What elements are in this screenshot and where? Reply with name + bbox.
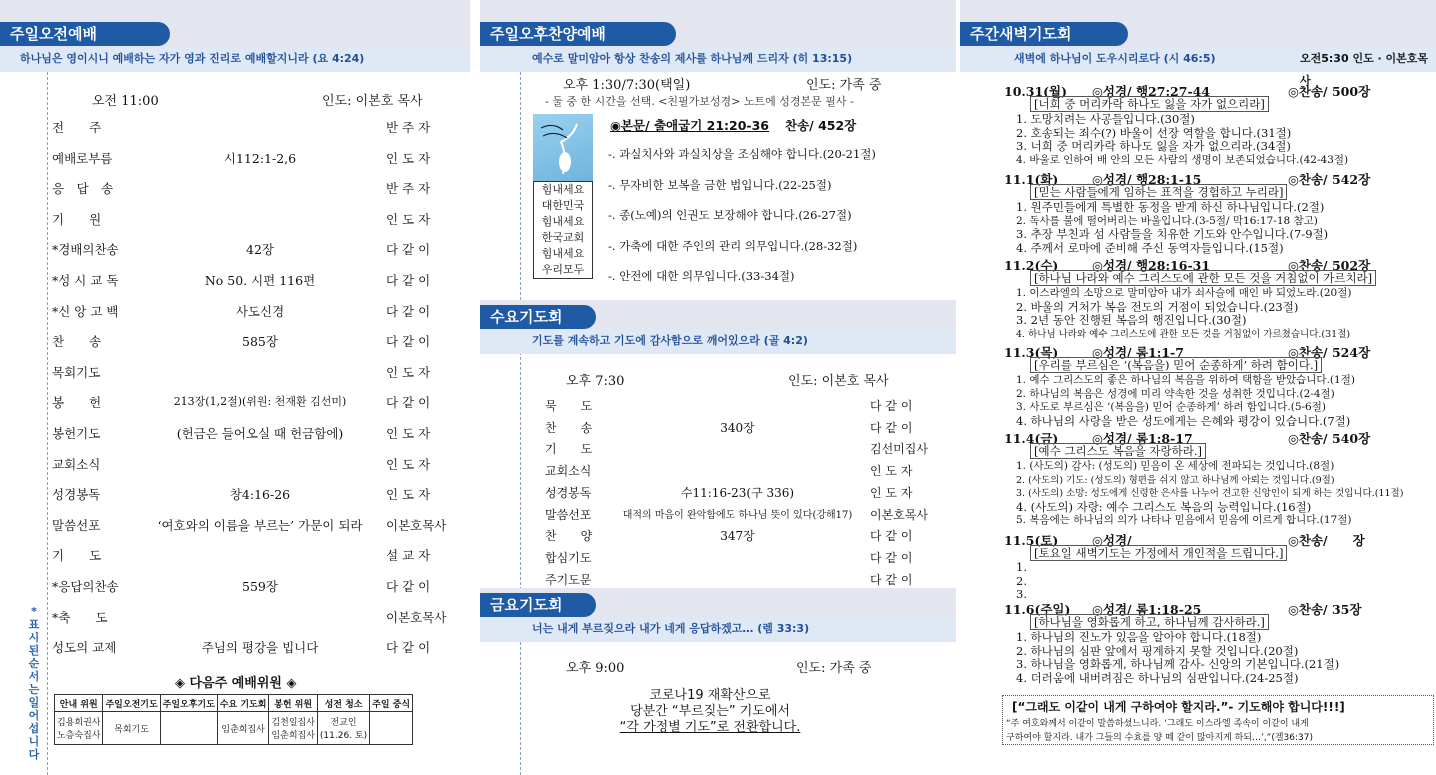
dawn-theme: [토요일 새벽기도는 가정에서 개인적을 드립니다.] (1030, 545, 1287, 561)
wed-item: 성경봉독 (545, 485, 592, 500)
dawn-line: 4. 하나님 나라와 예수 그리스도에 관한 모든 것을 거침없이 가르쳤습니다.(31절) (1016, 328, 1351, 340)
poster-line: 한국교회 (541, 231, 585, 244)
am-who: 다 같 이 (386, 395, 431, 411)
friday-header (480, 588, 956, 618)
pm-point: -. 안전에 대한 의무입니다.(33-34절) (608, 269, 795, 283)
wed-content: 340장 (720, 420, 755, 435)
dawn-line: 1. 이스라엘의 소망으로 말미암아 내가 쇠사슬에 매인 바 되었노라.(20절) (1016, 287, 1352, 299)
am-item: 교회소식 (52, 456, 101, 472)
poster-line: 힘내세요 (541, 247, 585, 260)
am-item: 기 도 (52, 548, 102, 564)
dawn-day: 11.3(목) (1004, 345, 1059, 360)
sunday-am-time: 오전 11:00 (92, 94, 159, 109)
friday-verse: 너는 내게 부르짖으라 내가 네게 응답하겠고… (렘 33:3) (480, 618, 956, 642)
am-item: 성경봉독 (52, 487, 101, 503)
sunday-pm-header (480, 0, 956, 48)
dawn-line: 5. 복음에는 하나님의 의가 나타나 믿음에서 믿음에 이르게 합니다.(17절) (1016, 514, 1352, 527)
wed-item: 말씀선포 (545, 507, 592, 522)
am-item: 응 답 송 (52, 181, 114, 197)
sunday-am-tab: 주일오전예배 (0, 22, 170, 46)
wed-who: 김선미집사 (870, 442, 928, 457)
dawn-line: 4. 더러움에 내버려짐은 하나님의 심판입니다.(24-25절) (1016, 670, 1299, 685)
dawn-day: 11.1(화) (1004, 172, 1059, 187)
vol-cell (370, 712, 413, 745)
dawn-line: 1. 하나님의 진노가 있음을 알아야 합니다.(18절) (1016, 630, 1262, 644)
am-item: 예배로부름 (52, 150, 113, 166)
vol-cell: 임춘희집사 (217, 712, 269, 745)
dawn-day: 11.2(수) (1004, 258, 1059, 273)
am-who: 인 도 자 (386, 364, 431, 380)
dawn-theme: [우리를 부르심은 ‘(복음을) 믿어 순종하게’ 하려 함이다.] (1030, 357, 1322, 373)
am-content: 559장 (242, 579, 278, 594)
sunday-am-leader: 인도: 이본호 목사 (322, 94, 423, 109)
pm-point: -. 가축에 대한 주인의 관리 의무입니다.(28-32절) (608, 238, 858, 253)
poster-caption (533, 181, 593, 279)
poster-line: 힘내세요 (541, 183, 585, 196)
dawn-line: 1. 예수 그리스도의 좋은 하나님의 복음을 위하여 택함을 받았습니다.(1절) (1016, 374, 1355, 386)
dawn-line: 3. 추장 부친과 섬 사람들을 치유한 기도와 안수입니다.(7-9절) (1016, 227, 1329, 242)
wed-item: 찬 양 (545, 529, 593, 544)
dawn-tab: 주간새벽기도회 (960, 22, 1128, 46)
am-who: 인 도 자 (386, 150, 431, 166)
prayer-box-title: [“그래도 이같이 내게 구하여야 할지라.”- 기도해야 합니다!!!] (1012, 700, 1345, 714)
am-item: 전 주 (52, 120, 102, 135)
wednesday-tab: 수요기도회 (480, 305, 596, 329)
wed-who: 다 같 이 (870, 529, 913, 544)
dawn-line: 3. (사도의) 소망: 성도에게 신령한 은사를 나누어 견고한 신앙인이 되게 하는 것입니다.(11절) (1016, 488, 1404, 500)
dawn-line: 2. (1016, 573, 1027, 588)
wed-who: 이본호목사 (870, 507, 928, 522)
poster-line: 힘내세요 (541, 215, 585, 228)
friday-leader: 인도: 가족 중 (796, 661, 872, 676)
dawn-passage: ◎성경/ 롬1:8-17 (1092, 431, 1193, 446)
dawn-line: 3. 사도로 부르심은 ‘(복음을) 믿어 순종하게’ 하려 함입니다.(5-6절) (1016, 401, 1326, 414)
dawn-line: 4. 바울로 인하여 배 안의 모든 사람의 생명이 보존되었습니다.(42-43절) (1016, 153, 1349, 166)
next-week-title: ◈ 다음주 예배위원 ◈ (175, 676, 297, 691)
dawn-day: 11.6(주일) (1004, 602, 1071, 617)
friday-time: 오후 9:00 (566, 661, 625, 676)
am-who: 반 주 자 (386, 181, 431, 197)
dawn-hymn: ◎찬송/ 35장 (1288, 602, 1362, 617)
dawn-header (960, 0, 1436, 48)
vol-header: 성전 청소 (317, 695, 369, 712)
dawn-theme: [너희 중 머리카락 하나도 잃을 자가 없으리라] (1030, 96, 1269, 112)
am-item: 말씀선포 (52, 517, 101, 533)
am-content: 시112:1-2,6 (223, 150, 297, 166)
am-content: ‘여호와의 이름을 부르는’ 가문이 되라 (157, 517, 363, 533)
friday-tab: 금요기도회 (480, 593, 596, 617)
wed-item: 기 도 (545, 442, 593, 457)
dawn-passage: ◎성경/ 롬1:18-25 (1092, 602, 1202, 617)
friday-msg-1: 코로나19 재확산으로 (649, 688, 771, 703)
pm-hymn: 찬송/ 452장 (785, 118, 857, 133)
am-item: *경배의찬송 (52, 242, 119, 258)
dawn-day: 11.4(금) (1004, 431, 1059, 446)
poster-line: 대한민국 (541, 199, 585, 212)
dawn-passage: ◎성경/ (1092, 533, 1132, 548)
vol-cell: 김용희권사 노층숙집사 (55, 712, 103, 745)
friday-msg-3: “각 가정별 기도”로 전환합니다. (619, 720, 801, 735)
dawn-theme: [하나님을 영화롭게 하고, 하나님께 감사하라.] (1030, 614, 1269, 630)
am-who: 인 도 자 (386, 456, 431, 472)
am-content: (헌금은 들어오실 때 헌금함에) (176, 426, 344, 441)
am-item: 찬 송 (52, 334, 102, 350)
vol-header: 주일 중식 (370, 695, 413, 712)
poster-image (533, 114, 593, 181)
vol-header: 주일오후기도 (160, 695, 217, 712)
am-content: 213장(1,2절)(위원: 천재환 김선미) (173, 395, 347, 409)
wed-item: 묵 도 (545, 399, 593, 413)
am-item: *신 앙 고 백 (52, 303, 119, 319)
wed-content: 대적의 마음이 완악함에도 하나님 뜻이 있다(강해17) (622, 509, 853, 521)
dawn-line: 1. (1016, 560, 1027, 574)
stand-note: *표시된 순서는 일어섭니다 (28, 605, 40, 761)
am-who: 다 같 이 (386, 640, 431, 656)
am-who: 다 같 이 (386, 242, 431, 258)
pm-point: -. 과실치사와 과실치상을 조심해야 합니다.(20-21절) (608, 147, 876, 161)
am-who: 인 도 자 (386, 211, 431, 227)
am-content: 42장 (246, 242, 274, 258)
wed-item: 주기도문 (545, 572, 592, 587)
am-content: 사도신경 (235, 303, 285, 319)
dawn-time: 오전5:30 인도 · 이본호목사 (1300, 52, 1429, 87)
dawn-line: 2. 하나님의 심판 앞에서 핑계하지 못할 것입니다.(20절) (1016, 643, 1299, 658)
dawn-line: 4. 주께서 로마에 준비해 주신 동역자들입니다.(15절) (1016, 240, 1284, 255)
wed-item: 합심기도 (545, 550, 592, 565)
dawn-hymn: ◎찬송/ 장 (1288, 533, 1365, 548)
dawn-verse: 새벽에 하나님이 도우시리로다 (시 46:5) (1014, 52, 1216, 65)
wed-who: 다 같 이 (870, 399, 913, 413)
am-item: 목회기도 (52, 364, 101, 380)
am-item: 봉 헌 (52, 395, 102, 411)
wednesday-header (480, 300, 956, 330)
wed-who: 다 같 이 (870, 420, 913, 435)
am-who: 인 도 자 (386, 487, 431, 503)
wed-who: 인 도 자 (870, 464, 913, 479)
vol-cell: 김천일집사 임춘희집사 (269, 712, 317, 745)
dawn-line: 1. 원주민들에게 특별한 동정을 받게 하신 하나님입니다.(2절) (1016, 200, 1325, 214)
am-who: 반 주 자 (386, 120, 431, 135)
wednesday-leader: 인도: 이본호 목사 (788, 374, 889, 389)
vol-header: 안내 위원 (55, 695, 103, 712)
dawn-verse-bar (960, 48, 1436, 87)
dawn-line: 3. (1016, 587, 1027, 602)
am-item: *응답의찬송 (52, 579, 119, 594)
wed-content: 수11:16-23(구 336) (680, 485, 795, 500)
dawn-day: 11.5(토) (1004, 533, 1059, 548)
volunteer-table (54, 694, 413, 745)
sunday-pm-note: - 둘 중 한 시간을 선택. <친필가보성경> 노트에 성경본문 필사 - (545, 95, 854, 108)
vol-cell: 전교인 (11.26. 토) (317, 712, 369, 745)
sunday-pm-time: 오후 1:30/7:30(택일) (563, 78, 691, 93)
dawn-theme: [믿는 사람들에게 임하는 표적을 경험하고 누리라] (1030, 184, 1287, 200)
poster-line: 우리모두 (541, 263, 585, 276)
friday-section (480, 588, 956, 642)
dawn-theme: [하나님 나라와 예수 그리스도에 관한 모든 것을 거침없이 가르치라] (1030, 270, 1376, 286)
dawn-passage: ◎성경/ 롬1:1-7 (1092, 345, 1184, 360)
dawn-hymn: ◎찬송/ 524장 (1288, 345, 1371, 360)
dawn-line: 1. 도망치려는 사공들입니다.(30절) (1016, 112, 1195, 126)
dawn-line: 2. (사도의) 기도: (성도의) 형편을 쉬지 않고 하나님께 아뢰는 것입니다.(9절) (1016, 474, 1335, 486)
wednesday-section (480, 300, 956, 354)
divider-line (47, 72, 48, 775)
am-content: 주님의 평강을 빕니다 (201, 640, 319, 656)
am-who: 다 같 이 (386, 273, 431, 288)
dawn-hymn: ◎찬송/ 500장 (1288, 84, 1371, 99)
vol-header: 봉헌 위원 (269, 695, 317, 712)
dawn-line: 3. 너희 중 머리카락 하나도 잃을 자가 없으리라.(34절) (1016, 139, 1291, 154)
wednesday-time: 오후 7:30 (566, 374, 625, 389)
pm-passage-text: ◉본문/ 출애굽기 21:20-36 (610, 118, 769, 133)
sunday-pm-tab: 주일오후찬양예배 (480, 22, 676, 46)
dawn-line: 2. 바울의 거처가 복음 전도의 거점이 되었습니다.(23절) (1016, 299, 1299, 314)
sunday-am-verse: 하나님은 영이시니 예배하는 자가 영과 진리로 예배할지니라 (요 4:24) (0, 48, 470, 72)
am-who: 인 도 자 (386, 426, 431, 441)
sunday-pm-verse: 예수로 말미암아 항상 찬송의 제사를 하나님께 드리자 (히 13:15) (480, 48, 956, 72)
pm-point: -. 종(노예)의 인권도 보장해야 합니다.(26-27절) (608, 208, 852, 222)
dawn-line: 2. 독사를 불에 떨어버리는 바울입니다.(3-5절/ 막16:17-18 참고) (1016, 214, 1318, 227)
pm-point: -. 무자비한 보복을 금한 법입니다.(22-25절) (608, 177, 832, 192)
am-who: 이본호목사 (386, 609, 447, 625)
wed-who: 인 도 자 (870, 485, 913, 500)
am-item: *축 도 (52, 609, 108, 625)
am-content: No 50. 시편 116편 (204, 273, 316, 288)
dawn-line: 4. 하나님의 사랑을 받은 성도에게는 은혜와 평강이 있습니다.(7절) (1016, 413, 1351, 428)
friday-msg-2: 당분간 “부르짖는” 기도에서 (630, 704, 790, 719)
vol-header: 주일오전기도 (103, 695, 160, 712)
dawn-line: 1. (사도의) 감사: (성도의) 믿음이 온 세상에 전파되는 것입니다.(8절) (1016, 460, 1335, 472)
am-item: 봉헌기도 (52, 426, 101, 441)
am-who: 이본호목사 (386, 517, 447, 533)
am-item: 성도의 교제 (52, 640, 117, 656)
vol-cell (160, 712, 217, 745)
am-who: 다 같 이 (386, 303, 431, 319)
dawn-line: 3. 2년 동안 진행된 복음의 행진입니다.(30절) (1016, 313, 1247, 328)
dawn-day: 10.31(월) (1004, 84, 1068, 99)
sunday-pm-leader: 인도: 가족 중 (806, 78, 882, 93)
am-item: 기 원 (52, 211, 102, 227)
dawn-line: 2. 호송되는 죄수(?) 바울이 선장 역할을 합니다.(31절) (1016, 125, 1292, 140)
wednesday-verse: 기도를 계속하고 기도에 감사함으로 깨어있으라 (골 4:2) (480, 330, 956, 354)
pm-passage (610, 116, 856, 134)
am-who: 설 교 자 (386, 548, 431, 564)
dawn-theme: [예수 그리스도 복음을 자랑하라.] (1030, 443, 1206, 459)
dawn-hymn: ◎찬송/ 542장 (1288, 172, 1371, 187)
am-who: 다 같 이 (386, 334, 431, 350)
dawn-line: 2. 하나님의 복음은 성경에 미리 약속한 것을 성취한 것입니다.(2-4절) (1016, 387, 1335, 400)
dawn-line: 3. 하나님을 영화롭게, 하나님께 감사- 신앙의 기본입니다.(21절) (1016, 657, 1340, 672)
sunday-am-column (0, 0, 470, 775)
wed-who: 다 같 이 (870, 572, 913, 587)
am-content: 창4:16-26 (229, 487, 291, 503)
dawn-passage: ◎성경/ 행28:1-15 (1092, 172, 1202, 187)
am-content: 585장 (242, 334, 278, 350)
dawn-passage: ◎성경/ 행27:27-44 (1092, 84, 1211, 99)
prayer-box-text-2: 구하여야 할지라. 내가 그들의 수효를 양 떼 같이 많아지게 하되…’,”(겔36:37) (1006, 733, 1313, 743)
wed-item: 찬 송 (545, 420, 593, 435)
sunday-am-header (0, 0, 470, 48)
vol-header: 수요 기도회 (217, 695, 269, 712)
dawn-line: 4. (사도의) 자랑: 예수 그리스도 복음의 능력입니다.(16절) (1016, 499, 1312, 514)
wed-content: 347장 (720, 529, 755, 544)
vol-cell: 목회기도 (103, 712, 160, 745)
am-item: *성 시 교 독 (52, 273, 119, 288)
prayer-box-text-1: “주 여호와께서 이같이 말씀하셨느니라. ‘그래도 이스라엘 족속이 이같이 내게 (1006, 719, 1309, 729)
wed-who: 다 같 이 (870, 550, 913, 565)
dawn-hymn: ◎찬송/ 540장 (1288, 431, 1371, 446)
wed-item: 교회소식 (545, 464, 592, 479)
am-who: 다 같 이 (386, 579, 431, 594)
dawn-passage: ◎성경/ 행28:16-31 (1092, 258, 1211, 273)
dawn-hymn: ◎찬송/ 502장 (1288, 258, 1371, 273)
